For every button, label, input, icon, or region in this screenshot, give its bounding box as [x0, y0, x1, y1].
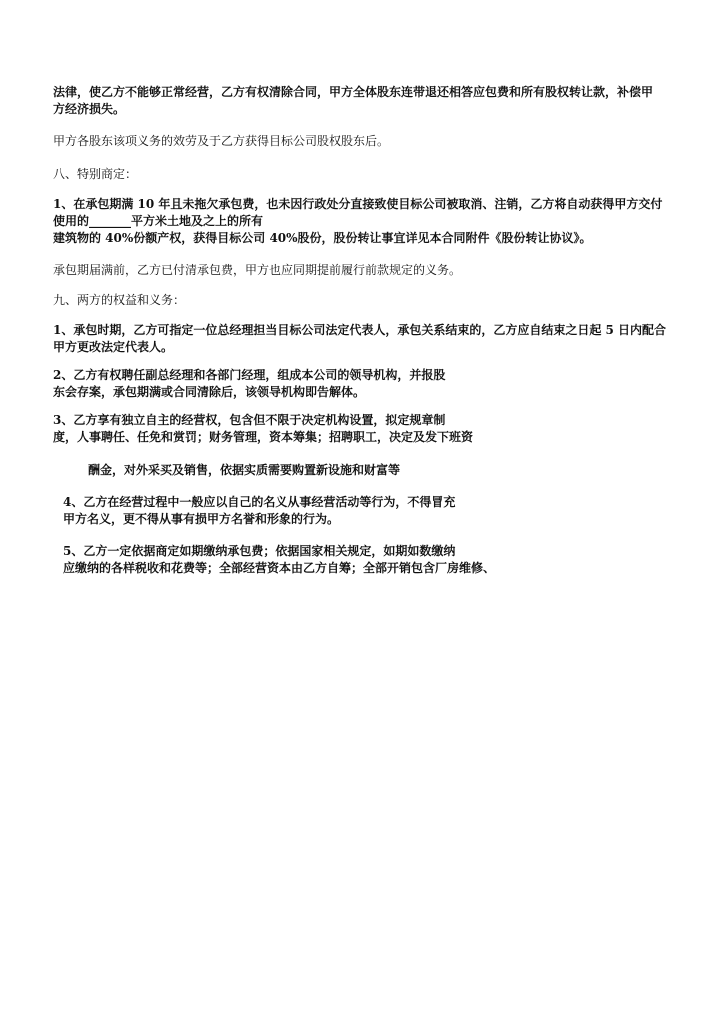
text-line: 方经济损失。 — [53, 102, 126, 116]
section-heading-special-agreement — [53, 166, 673, 183]
paragraph-clause-9-4 — [63, 494, 683, 528]
paragraph-clause-9-1 — [53, 322, 673, 356]
paragraph-breach-liability — [53, 84, 673, 118]
paragraph-early-payment — [53, 262, 673, 279]
text-line: 建筑物的 40%份额产权，获得目标公司 40%股份，股份转让事宜详见本合同附件《股份转让协议》。 — [53, 231, 592, 245]
section-heading: 九、两方的权益和义务： — [53, 293, 186, 307]
text-line: 5、乙方一定依据商定如期缴纳承包费；依据国家相关规定，如期如数缴纳 — [63, 544, 456, 558]
text-line: 东会存案，承包期满或合同清除后，该领导机构即告解体。 — [53, 385, 366, 399]
text-line: 酬金，对外采买及销售，依据实质需要购置新设施和财富等 — [88, 463, 401, 477]
paragraph-clause-9-3-cont — [88, 462, 708, 479]
text-line: 2、乙方有权聘任副总经理和各部门经理，组成本公司的领导机构，并报股 — [53, 368, 446, 382]
text-line: 甲方名义，更不得从事有损甲方名誉和形象的行为。 — [63, 512, 340, 526]
text-line: 4、乙方在经营过程中一般应以自己的名义从事经营活动等行为，不得冒充 — [63, 495, 456, 509]
paragraph-shareholder-obligation — [53, 133, 673, 150]
text-line: 1、承包时期，乙方可指定一位总经理担当目标公司法定代表人，承包关系结束的，乙方应自结束之日起 5 日内配合 — [53, 323, 667, 337]
paragraph-clause-9-3 — [53, 412, 673, 446]
paragraph-clause-8-1 — [53, 196, 673, 247]
text-line: 甲方各股东该项义务的效劳及于乙方获得目标公司股权股东后。 — [53, 134, 390, 148]
text-line: 应缴纳的各样税收和花费等；全部经营资本由乙方自筹；全部开销包含厂房维修、 — [63, 561, 496, 575]
text-line: 3、乙方享有独立自主的经营权，包含但不限于决定机构设置，拟定规章制 — [53, 413, 446, 427]
section-heading: 八、特别商定： — [53, 167, 138, 181]
text-line: 1、在承包期满 10 年且未拖欠承包费，也未因行政处分直接致使目标公司被取消、注销，乙方将自动获得甲方交付 — [53, 197, 663, 211]
section-heading-rights-obligations — [53, 292, 673, 309]
text-line: 承包期届满前，乙方已付清承包费，甲方也应同期提前履行前款规定的义务。 — [53, 263, 462, 277]
text-line: 法律，使乙方不能够正常经营，乙方有权清除合同，甲方全体股东连带退还相答应包费和所有股权转让款，补偿甲 — [53, 85, 654, 99]
text-line: 甲方更改法定代表人。 — [53, 340, 174, 354]
paragraph-clause-9-2 — [53, 367, 673, 401]
paragraph-clause-9-5 — [63, 543, 683, 577]
text-line: 使用的_______平方米土地及之上的所有 — [53, 214, 264, 228]
text-line: 度，人事聘任、任免和赏罚；财务管理，资本筹集；招聘职工，决定及发下班资 — [53, 430, 474, 444]
